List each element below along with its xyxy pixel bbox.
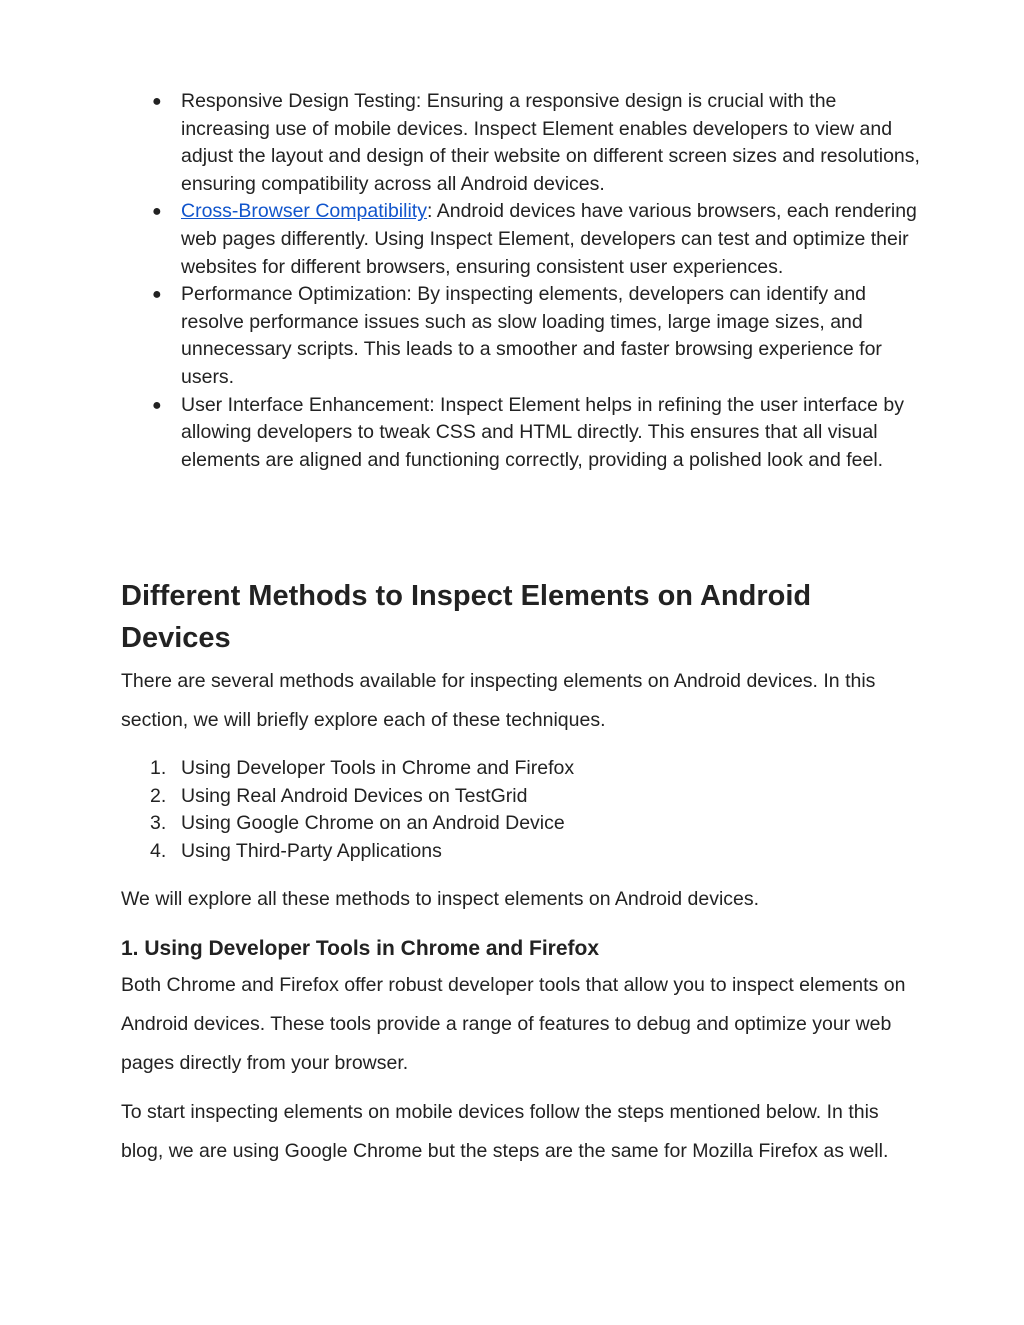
- list-number: 1.: [150, 757, 167, 779]
- explore-paragraph: We will explore all these methods to inspect elements on Android devices.: [121, 888, 760, 910]
- list-number: 4.: [150, 839, 167, 862]
- bullet-icon: ●: [152, 286, 162, 304]
- bullet-icon: ●: [152, 396, 162, 414]
- list-item-cross-browser: [121, 198, 921, 281]
- list-number: 3.: [150, 812, 167, 835]
- method-text: Using Developer Tools in Chrome and Firefox: [181, 757, 575, 779]
- benefits-bullet-list: [121, 88, 921, 474]
- subsection-heading: 1. Using Developer Tools in Chrome and Firefox: [121, 937, 600, 960]
- steps-paragraph: To start inspecting elements on mobile devices follow the steps mentioned below. In this blog, we are using Google Chrome but the steps are the same for Mozilla Firefox as well.: [121, 1101, 889, 1162]
- method-text: Using Google Chrome on an Android Device: [181, 812, 565, 835]
- bullet-icon: ●: [152, 203, 162, 221]
- methods-numbered-list: [121, 755, 921, 865]
- bullet-text: Responsive Design Testing: Ensuring a responsive design is crucial with the increasing use of mobile devices. Inspect Element enables developers to view and adjust the layout and design of their website on different screen sizes and resolutions, ensuring compatibility across all Android devices.: [181, 90, 920, 195]
- list-number: 2.: [150, 784, 167, 807]
- cross-browser-compatibility-link[interactable]: Cross-Browser Compatibility: [181, 200, 427, 223]
- list-item-responsive-design: [121, 88, 921, 198]
- bullet-text: Performance Optimization: By inspecting elements, developers can identify and resolve performance issues such as slow loading times, large image sizes, and unnecessary scripts. This leads to a smoother and faster browsing experience for users.: [181, 283, 882, 388]
- method-list-item: [121, 755, 921, 783]
- method-text: Using Real Android Devices on TestGrid: [181, 784, 528, 807]
- method-text: Using Third-Party Applications: [181, 839, 442, 862]
- bullet-text: : Android devices have various browsers, each rendering web pages differently. Using Inspect Element, developers can test and optimize their websites for different browsers, ensuring consistent user experiences.: [181, 200, 917, 278]
- bullet-text: User Interface Enhancement: Inspect Element helps in refining the user interface by allowing developers to tweak CSS and HTML directly. This ensures that all visual elements are aligned and functioning correctly, providing a polished look and feel.: [181, 393, 904, 471]
- method-list-item: [121, 810, 921, 838]
- method-list-item: [121, 783, 921, 811]
- bullet-icon: ●: [152, 93, 162, 110]
- section-heading: Different Methods to Inspect Elements on Android Devices: [121, 580, 812, 654]
- list-item-performance: [121, 281, 921, 391]
- devtools-paragraph: Both Chrome and Firefox offer robust developer tools that allow you to inspect elements on Android devices. These tools provide a range of features to debug and optimize your web pages directly from your browser.: [121, 974, 906, 1074]
- method-list-item: [121, 838, 921, 866]
- list-item-ui-enhancement: [121, 392, 921, 475]
- intro-paragraph: There are several methods available for inspecting elements on Android devices. In this section, we will briefly explore each of these techniques.: [121, 670, 876, 731]
